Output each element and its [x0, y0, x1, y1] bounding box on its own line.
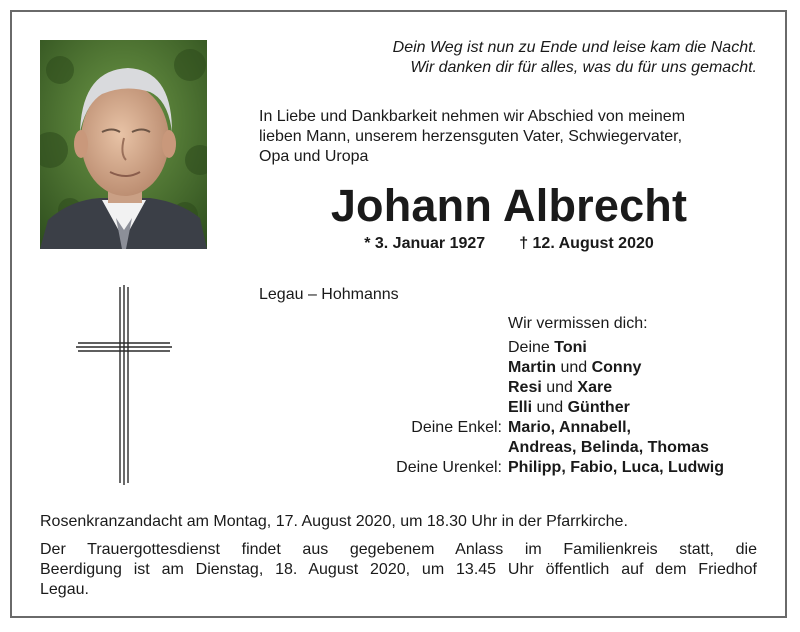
- family-member: Elli und Günther: [508, 399, 630, 416]
- funeral-notice: Der Trauergottesdienst findet aus gegebenem Anlass im Familienkreis statt, die Beerdigung ist am Dienstag, 18. August 2020, um 13.45 Uhr öffentlich auf dem Friedhof Legau.: [40, 541, 757, 598]
- intro-line: Opa und Uropa: [259, 148, 369, 165]
- family-member: Resi und Xare: [508, 379, 613, 396]
- intro-line: In Liebe und Dankbarkeit nehmen wir Abschied von meinem: [259, 108, 686, 125]
- verse: [270, 38, 757, 78]
- deceased-name: Johann Albrecht: [330, 180, 688, 231]
- family-list: [0, 314, 800, 484]
- service-info: [40, 512, 757, 600]
- rosary-notice: Rosenkranzandacht am Montag, 17. August 2020, um 18.30 Uhr in der Pfarrkirche.: [40, 513, 628, 530]
- enkel-label: Deine Enkel:: [411, 419, 502, 436]
- urenkel-names: Philipp, Fabio, Luca, Ludwig: [508, 459, 724, 476]
- urenkel-label: Deine Urenkel:: [396, 459, 502, 476]
- death-date: † 12. August 2020: [519, 235, 654, 252]
- intro-text: [259, 107, 761, 167]
- life-dates: [259, 234, 759, 254]
- family-member: Deine Toni: [508, 339, 587, 356]
- miss-line: Wir vermissen dich:: [508, 315, 648, 332]
- enkel-names: Mario, Annabell,: [508, 419, 631, 436]
- enkel-names: Andreas, Belinda, Thomas: [508, 439, 709, 456]
- intro-line: lieben Mann, unserem herzensguten Vater, Schwiegervater,: [259, 128, 683, 145]
- verse-line: Dein Weg ist nun zu Ende und leise kam die Nacht.: [392, 39, 757, 56]
- portrait-photo: [40, 40, 207, 249]
- verse-line: Wir danken dir für alles, was du für uns gemacht.: [410, 59, 757, 76]
- birth-date: * 3. Januar 1927: [364, 235, 486, 252]
- place: Legau – Hohmanns: [259, 286, 399, 303]
- family-member: Martin und Conny: [508, 359, 642, 376]
